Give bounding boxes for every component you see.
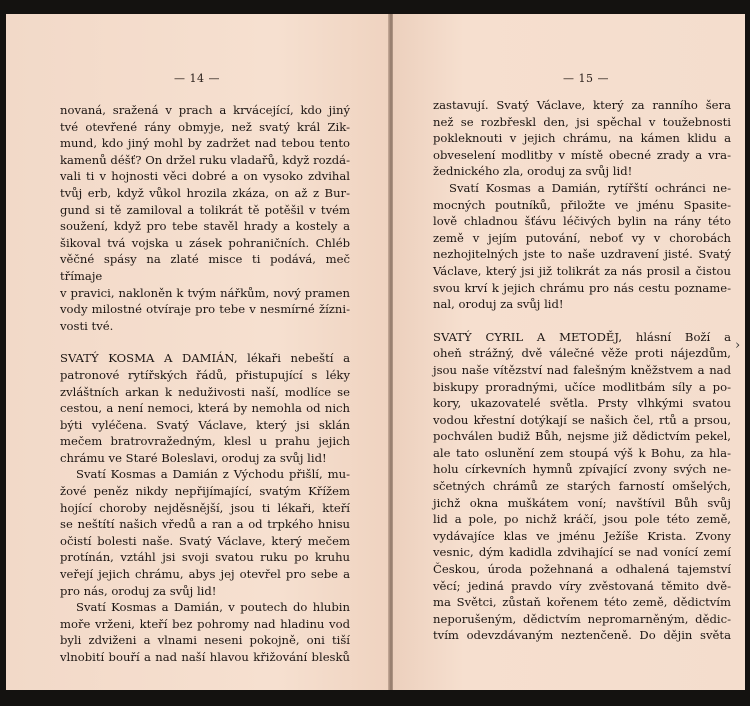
text-line: holu církevních hymnů zpívající zvony svých ne- xyxy=(433,462,731,477)
text-line: neporušeným, dědictvím nepromarněným, dědic- xyxy=(433,611,731,626)
left-paragraph xyxy=(60,350,350,466)
text-line: očistí bolesti naše. Svatý Václave, který mečem xyxy=(60,533,350,548)
text-line: šikoval tvá vojska u zásek pohraničních. Chléb xyxy=(60,235,350,250)
text-line: soužení, když pro tebe stavěl hrady a kostely a xyxy=(60,219,350,234)
left-paragraph xyxy=(60,599,350,665)
text-line: ma Světci, zůstaň kořenem této země, dědictvím xyxy=(433,595,731,610)
text-line: ale tato oslunění zem stoupá výš k Bohu, za hla- xyxy=(433,445,731,460)
text-line: Svatí Kosmas a Damián z Východu přišlí, mu- xyxy=(76,467,350,482)
text-line: býti vyléčena. Svatý Václave, který jsi sklán xyxy=(60,417,350,432)
text-line: SVATÝ KOSMA A DAMIÁN, lékaři nebeští a xyxy=(60,351,350,366)
text-line: sčetných chrámů ze starých farností omšelých, xyxy=(433,479,731,494)
text-line: tvé otevřené rány obmyje, než svatý král Zik- xyxy=(60,119,350,134)
text-line: vody milostné otvíraje pro tebe v nesmírné žízni- xyxy=(60,302,350,317)
text-line: pochválen budiž Bůh, nejsme již dědictvím pekel, xyxy=(433,429,731,444)
text-line: obveselení modlitby v místě obecné zrady a vra- xyxy=(433,147,731,162)
text-line: tvím odevzdávaným neztenčeně. Do dějin světa xyxy=(433,628,731,643)
text-line: byli zdviženi a vlnami neseni pokojně, oni tiší xyxy=(60,633,350,648)
page-number-left: — 14 — xyxy=(174,72,220,85)
text-line: jichž okna muškátem voní; navštívil Bůh svůj xyxy=(433,495,731,510)
text-line: mečem bratrovražedným, klesl u prahu jejich xyxy=(60,434,350,449)
right-page-text xyxy=(433,97,731,644)
text-line: než se rozbřeskl den, jsi spěchal v toužebnosti xyxy=(433,114,731,129)
text-line: pokleknouti v jejich chrámu, na kámen klidu a xyxy=(433,131,731,146)
text-line: vydávajíce klas ve jménu Ježíše Krista. Zvony xyxy=(433,528,731,543)
left-paragraph xyxy=(60,466,350,599)
text-line: hojící choroby nejděsnější, jsou ti lékaři, kteří xyxy=(60,500,350,515)
left-paragraph xyxy=(60,102,350,334)
text-line: svou krví k jejich chrámu pro nás cestu poznamе- xyxy=(433,280,731,295)
text-line: žové peněz nikdy nepřijímající, svatým Křížem xyxy=(60,484,350,499)
text-line: gund si tě zamiloval a tolikrát tě potěšil v tvém xyxy=(60,202,350,217)
text-line: Českou, úroda požehnaná a odhalená tajemství xyxy=(433,562,731,577)
text-line: chrámu ve Staré Boleslavi, oroduj za svůj lid! xyxy=(60,450,327,465)
text-line: biskupy proradnými, učíce modlitbám síly a po- xyxy=(433,379,731,394)
text-line: jsou naše vítězství nad falešným kněžstvem a nad xyxy=(433,362,731,377)
text-line: věcí; jediná pravdo víry zvěstovaná těmito dvě- xyxy=(433,578,731,593)
text-line: žednického zla, oroduj za svůj lid! xyxy=(433,164,633,179)
text-line: SVATÝ CYRIL A METODĚJ, hlásní Boží a xyxy=(433,329,731,344)
text-line: Václave, který jsi již tolikrát za nás prosil a čistou xyxy=(433,263,731,278)
text-line: vosti tvé. xyxy=(60,318,114,333)
right-paragraph xyxy=(433,97,731,180)
text-line: novaná, sražená v prach a krvácející, kdo jiný xyxy=(60,103,350,117)
right-paragraph xyxy=(433,180,731,313)
text-line: nal, oroduj za svůj lid! xyxy=(433,297,564,312)
text-line: věčné spásy na zlaté misce ti podává, meč třímaje xyxy=(60,252,350,283)
margin-mark: › xyxy=(735,338,741,353)
text-line: mocných poutníků, přiložte ve jménu Spasite- xyxy=(433,197,731,212)
text-line: Svatí Kosmas a Damián, v poutech do hlubin xyxy=(76,600,350,615)
text-line: vali ti v hojnosti věci dobré a on vysoko zdvihal xyxy=(60,169,350,184)
text-line: tvůj erb, když vůkol hrozila zkáza, on až z Bur- xyxy=(60,185,350,200)
text-line: Svatí Kosmas a Damián, rytířští ochránci ne- xyxy=(449,180,731,195)
text-line: veřejí jejich chrámu, abys jej otevřel pro sebe a xyxy=(60,567,350,582)
text-line: cestou, a není nemoci, která by nemohla od nich xyxy=(60,401,350,416)
text-line: mund, kdo jiný mohl by zadržet nad tebou tento xyxy=(60,136,350,151)
text-line: oheň strážný, dvě válečné věže proti nájezdům, xyxy=(433,346,731,361)
left-page-text xyxy=(60,102,350,666)
left-page xyxy=(6,14,390,690)
text-line: zastavují. Svatý Václave, který za ranního šera xyxy=(433,98,731,112)
text-line: vlnobití bouří a nad naší hlavou křižování blesků xyxy=(60,650,350,664)
text-line: protínán, vztáhl jsi svoji svatou ruku po kruhu xyxy=(60,550,350,565)
text-line: vesnic, dým kadidla zdvihající se nad vonící zemí xyxy=(433,545,731,560)
text-line: nezhojitelných jste to naše uzdravení jisté. Svatý xyxy=(433,247,731,262)
text-line: lid a pole, po nichž kráčí, jsou pole této země, xyxy=(433,512,731,527)
text-line: v pravici, nakloněn k tvým nářkům, nový pramen xyxy=(60,285,350,300)
text-line: zvláštních arkan k neduživosti naší, modlíce se xyxy=(60,384,350,399)
text-line: se neštítí našich vředů a ran a od trpkého hnisu xyxy=(60,517,350,532)
right-paragraph xyxy=(433,329,731,644)
text-line: země v jejím putování, neboť vy v chorobách xyxy=(433,230,731,245)
page-number-right: — 15 — xyxy=(563,72,609,85)
text-line: patronové rytířských řádů, přistupující s léky xyxy=(60,367,350,382)
text-line: kory, ukazovatelé světla. Prsty vlhkými svatou xyxy=(433,396,731,411)
right-page xyxy=(393,14,745,690)
text-line: lově chladnou šťávu léčivých bylin na rány této xyxy=(433,214,731,229)
text-line: moře vrženi, kteří bez pohromy nad hladinu vod xyxy=(60,616,350,631)
text-line: kamenů déšť? On držel ruku vladařů, když rozdá- xyxy=(60,152,350,167)
text-line: vodou křestní dotýkají se našich čel, rtů a prsou, xyxy=(433,412,731,427)
text-line: pro nás, oroduj za svůj lid! xyxy=(60,583,217,598)
